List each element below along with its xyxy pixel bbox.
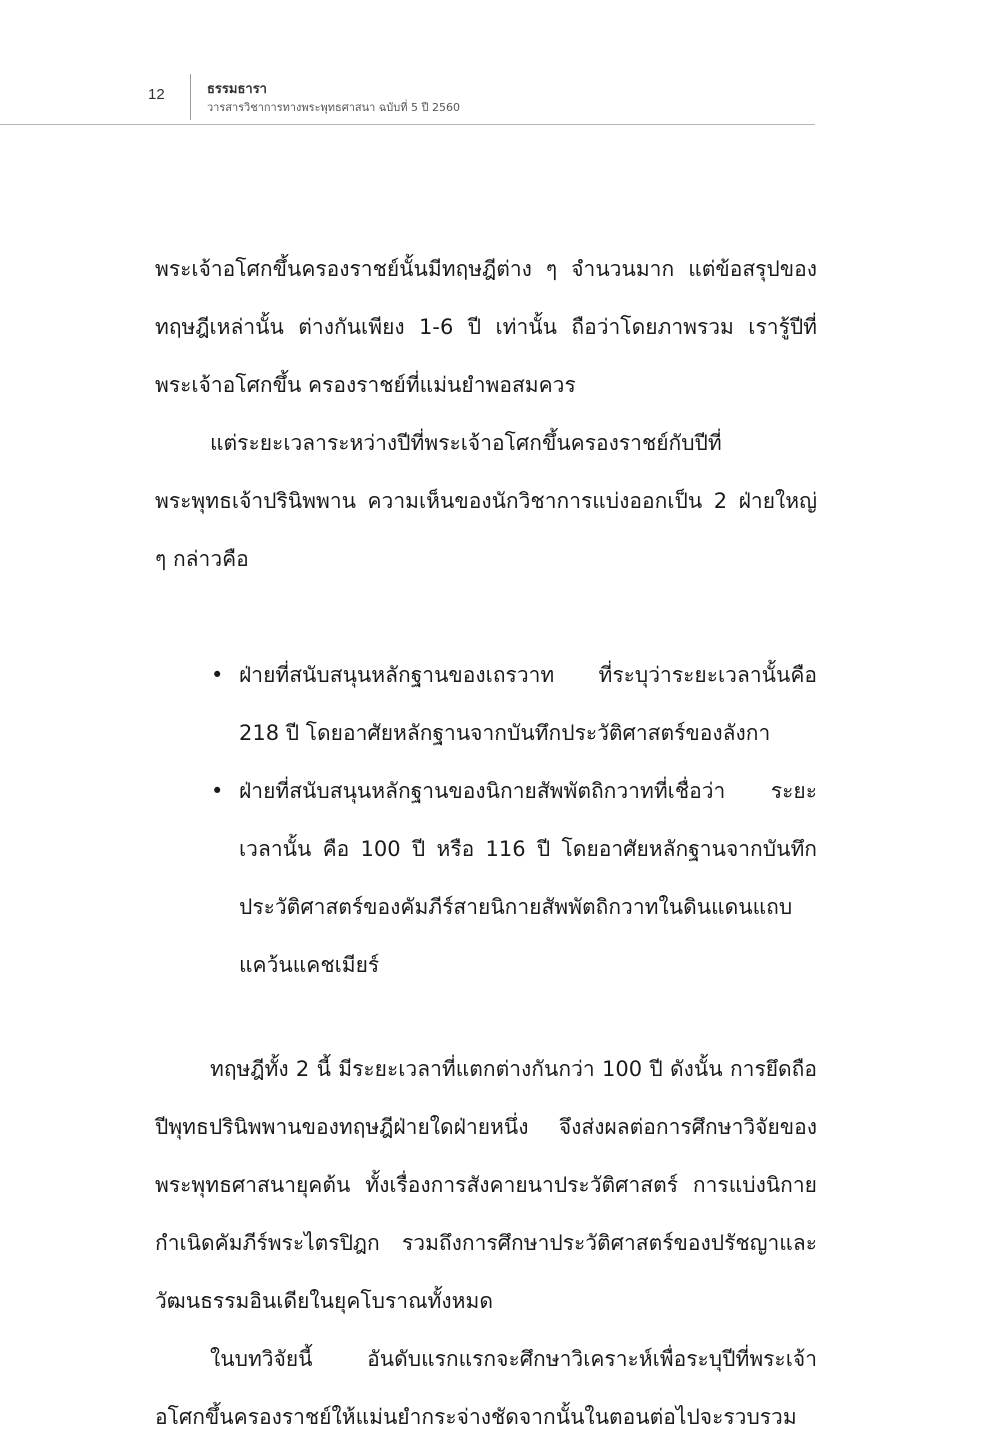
bullet-icon: • [211, 779, 224, 803]
header-vertical-divider [190, 74, 191, 120]
bullet-list [155, 646, 817, 994]
page-number: 12 [148, 86, 165, 103]
bullet-icon: • [211, 663, 224, 687]
journal-title: ธรรมธารา [207, 82, 267, 97]
header-rule [0, 124, 815, 125]
body-paragraph-1: พระเจ้าอโศกขึ้นครองราชย์นั้นมีทฤษฎีต่าง ๆ จำนวนมาก แต่ข้อสรุปของทฤษฎีเหล่านั้น ต่างกันเพียง 1-6 ปี เท่านั้น ถือว่าโดยภาพรวม เรารู้ปีที่พระเจ้าอโศกขึ้น ครองราชย์ที่แม่นยำพอสมควร [155, 257, 817, 397]
article-body [155, 240, 817, 1446]
bullet-item-theravada [155, 646, 817, 762]
paragraph-spacer [155, 994, 817, 1040]
page-header [0, 0, 1000, 126]
body-paragraph-3: ทฤษฎีทั้ง 2 นี้ มีระยะเวลาที่แตกต่างกันกว่า 100 ปี ดังนั้น การยึดถือปีพุทธปรินิพพานของทฤษฎีฝ่ายใดฝ่ายหนึ่ง จึงส่งผลต่อการศึกษาวิจัยของพระพุทธศาสนายุคต้น ทั้งเรื่องการสังคายนาประวัติศาสตร์ การแบ่งนิกาย กำเนิดคัมภีร์พระไตรปิฎก รวมถึงการศึกษาประวัติศาสตร์ของปรัชญาและวัฒนธรรมอินเดียในยุคโบราณทั้งหมด [155, 1057, 817, 1313]
bullet-text: ฝ่ายที่สนับสนุนหลักฐานของนิกายสัพพัตถิกวาทที่เชื่อว่า ระยะเวลานั้น คือ 100 ปี หรือ 116 ปี โดยอาศัยหลักฐานจากบันทึกประวัติศาสตร์ของคัมภีร์สายนิกายสัพพัตถิกวาทในดินแดนแถบแคว้นแคชเมียร์ [239, 779, 817, 977]
bullet-item-sarvastivada [155, 762, 817, 994]
body-paragraph-2: แต่ระยะเวลาระหว่างปีที่พระเจ้าอโศกขึ้นครองราชย์กับปีที่พระพุทธเจ้าปรินิพพาน ความเห็นของนักวิชาการแบ่งออกเป็น 2 ฝ่ายใหญ่ ๆ กล่าวคือ [155, 431, 817, 571]
paragraph-spacer [155, 588, 817, 646]
journal-subtitle: วารสารวิชาการทางพระพุทธศาสนา ฉบับที่ 5 ปี 2560 [207, 101, 460, 114]
body-paragraph-4: ในบทวิจัยนี้ อันดับแรกแรกจะศึกษาวิเคราะห์เพื่อระบุปีที่พระเจ้าอโศกขึ้นครองราชย์ให้แม่นยำกระจ่างชัดจากนั้นในตอนต่อไปจะรวบรวม [155, 1347, 817, 1429]
bullet-text: ฝ่ายที่สนับสนุนหลักฐานของเถรวาท ที่ระบุว่าระยะเวลานั้นคือ 218 ปี โดยอาศัยหลักฐานจากบันทึกประวัติศาสตร์ของลังกา [239, 663, 817, 745]
